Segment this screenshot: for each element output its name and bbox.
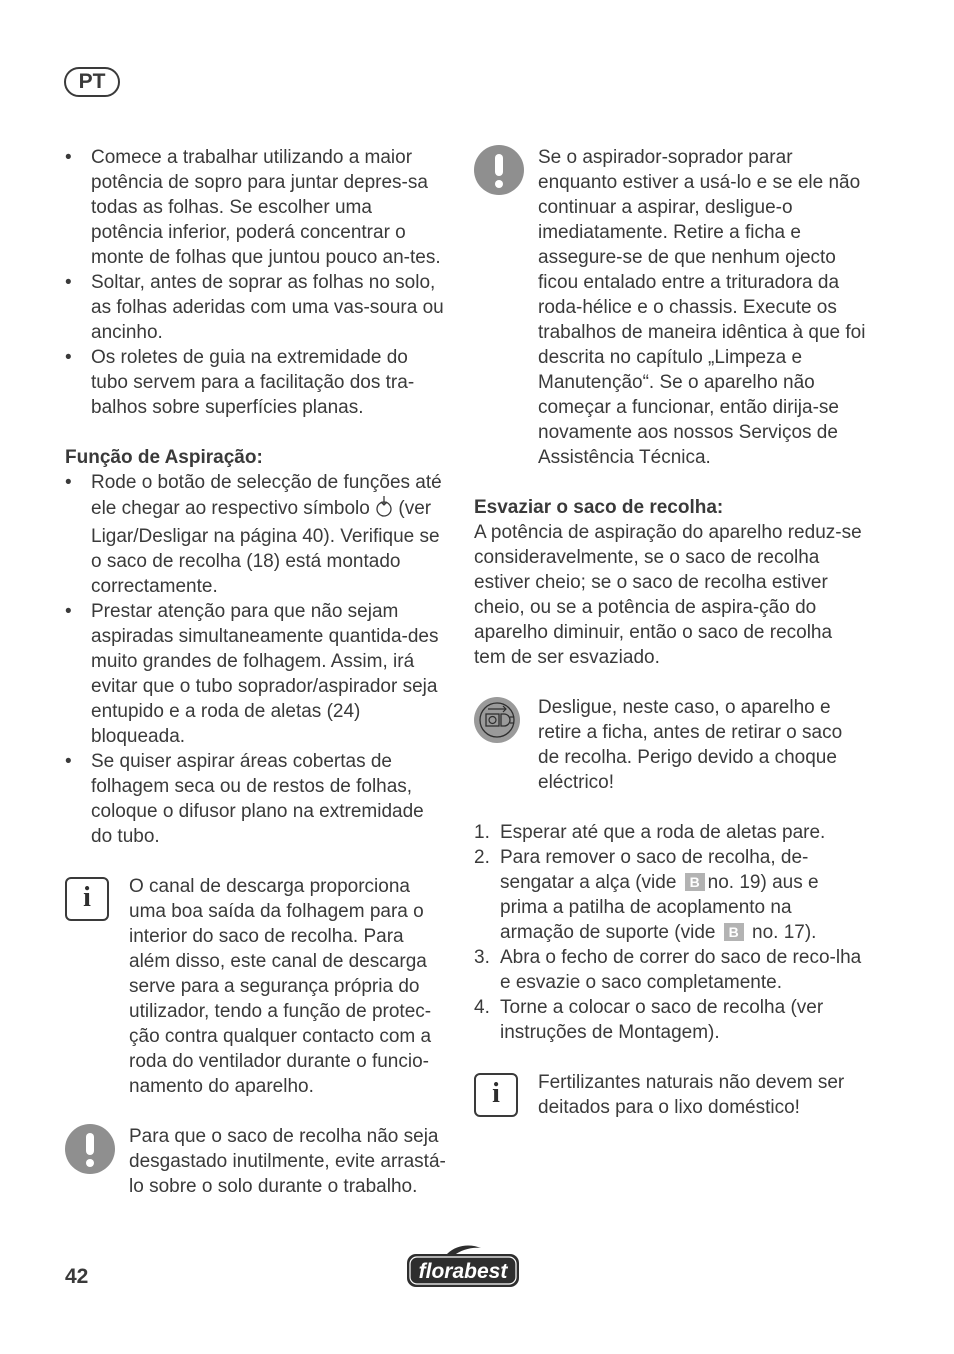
step-text: Abra o fecho de correr do saco de reco-lha e esvazie o saco completamente. [500,947,862,993]
florabest-logo [405,1244,521,1290]
info-note [65,874,447,1099]
left-column [65,145,447,1199]
info-note-text: O canal de descarga proporciona uma boa saída da folhagem para o interior do saco de recolha. Para além disso, este canal de descarga serve para a segurança própria do utilizador, tendo a função de protec-ção contra qualquer contacto com a roda do ventilador durante o funcio-namento do aparelho. [129,876,432,1097]
list-item: • Se quiser aspirar áreas cobertas de folhagem seca ou de restos de folhas, coloque o difusor plano na extremidade do tubo. [65,749,447,849]
list-item: • Os roletes de guia na extremidade do tubo servem para a facilitação dos tra-balhos sobre superfícies planas. [65,345,447,420]
exclamation-warning-icon [474,145,524,195]
empty-bag-text: A potência de aspiração do aparelho reduz-se consideravelmente, se o saco de recolha estiver cheio; se o saco de recolha estiver cheio, ou se a potência de aspira-ção do aparelho diminuir, então o saco de recolha tem de ser esvaziado. [474,522,862,668]
info-note-text: Fertilizantes naturais não devem ser deitados para o lixo doméstico! [538,1072,845,1118]
step-text: no. 19) aus e prima a patilha de acoplamento na armação de suporte (vide [500,872,819,943]
list-item-text: (ver Ligar/Desligar na página 40). Verifique se o saco de recolha (18) está montado correctamente. [91,498,440,597]
tips-list [65,145,447,420]
suction-list [65,470,447,849]
step-number: 4. [474,997,490,1018]
info-icon: i [65,877,109,921]
empty-bag-heading: Esvaziar o saco de recolha: [474,497,724,518]
step-number: 2. [474,847,490,868]
figure-b-badge: B [724,923,744,941]
list-item: • Comece a trabalhar utilizando a maior potência de sopro para juntar depres-sa todas as folhas. Se escolher uma potência inferior, poderá concentrar o monte de folhas que juntou pouco an-tes. [65,145,447,270]
warning-note [474,145,866,470]
info-icon: i [474,1073,518,1117]
list-item-text: Rode o botão de selecção de funções até ele chegar ao respectivo símbolo [91,472,442,519]
warning-note-text: Se o aspirador-soprador parar enquanto estiver a usá-lo e se ele não continuar a aspirar, desligue-o imediatamente. Retire a ficha e assegure-se de que nenhum ojecto ficou entalado entre a trituradora da roda-hélice e o chassis. Execute os trabalhos de maneira idêntica à que foi descrita no capítulo „Limpeza e Manutenção“. Se o aparelho não começar a funcionar, então dirija-se novamente aos nossos Serviços de Assistência Técnica. [538,147,866,468]
suction-symbol-icon [375,495,393,524]
warning-note [65,1124,447,1199]
list-item [474,945,866,995]
list-item: • Prestar atenção para que não sejam aspiradas simultaneamente quantida-des muito grandes de folhagem. Assim, irá evitar que o tubo soprador/aspirador seja entupido e a roda de aletas (24) bloqueada. [65,599,447,749]
figure-b-badge: B [685,873,705,891]
step-text: Torne a colocar o saco de recolha (ver instruções de Montagem). [500,997,824,1043]
language-badge: PT [64,67,120,97]
logo-text: florabest [418,1260,508,1283]
unplug-note-text: Desligue, neste caso, o aparelho e retire a ficha, antes de retirar o saco de recolha. Perigo devido a choque eléctrico! [538,697,843,793]
list-item [474,995,866,1045]
page-number: 42 [65,1265,89,1288]
list-item: • Soltar, antes de soprar as folhas no solo, as folhas aderidas com uma vas-soura ou ancinho. [65,270,447,345]
unplug-icon [474,697,520,743]
list-item [65,470,447,599]
list-item [474,820,866,845]
info-note [474,1070,866,1120]
list-item [474,845,866,945]
exclamation-warning-icon [65,1124,115,1174]
step-number: 3. [474,947,490,968]
suction-heading: Função de Aspiração: [65,447,263,468]
unplug-note [474,695,866,795]
step-number: 1. [474,822,490,843]
step-text: no. 17). [752,922,817,943]
step-text: Esperar até que a roda de aletas pare. [500,822,826,843]
right-column [474,145,866,1120]
step-text: Para remover o saco de recolha, de-sengatar a alça (vide [500,847,809,893]
steps-list [474,820,866,1045]
warning-note-text: Para que o saco de recolha não seja desgastado inutilmente, evite arrastá-lo sobre o solo durante o trabalho. [129,1126,446,1197]
